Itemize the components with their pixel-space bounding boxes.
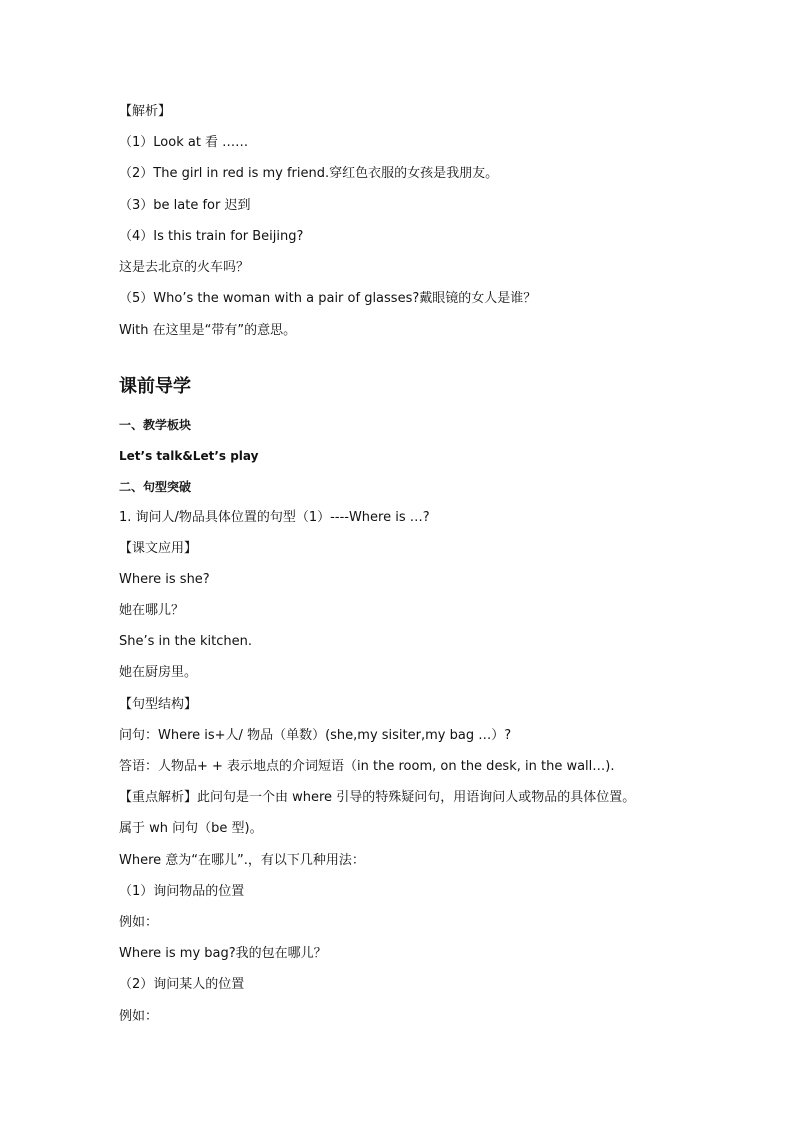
analysis-item-2: （2）The girl in red is my friend.穿红色衣服的女孩是我朋友。: [119, 166, 499, 181]
part2-label: 二、句型突破: [119, 480, 192, 494]
analysis-item-5: 这是去北京的火车吗？: [119, 260, 250, 275]
usage-2: （2）询问某人的位置: [119, 977, 245, 992]
text-app-line-2: 她在哪儿？: [119, 603, 185, 618]
analysis-item-7: With 在这里是“带有”的意思。: [119, 323, 297, 338]
key-analysis-2: 属于 wh 问句（be 型)。: [119, 821, 263, 836]
text-app-line-3: She’s in the kitchen.: [119, 634, 252, 649]
analysis-item-4: （4）Is this train for Beijing?: [119, 229, 304, 244]
example-label-1: 例如：: [119, 915, 159, 930]
where-meaning: Where 意为“在哪儿”.，有以下几种用法：: [119, 853, 365, 868]
analysis-label: 【解析】: [119, 104, 172, 119]
analysis-item-1: （1）Look at 看 ……: [119, 135, 249, 150]
example-1: Where is my bag?我的包在哪儿？: [119, 946, 327, 961]
part1-label: 一、教学板块: [119, 418, 192, 432]
structure-label: 【句型结构】: [119, 697, 198, 712]
example-label-2: 例如：: [119, 1009, 159, 1024]
part1-content: Let’s talk&Let’s play: [119, 449, 259, 463]
text-app-line-4: 她在厨房里。: [119, 665, 198, 680]
pattern-title: 1. 询问人/物品具体位置的句型（1）----Where is …?: [119, 510, 430, 525]
text-app-line-1: Where is she?: [119, 572, 210, 587]
text-app-label: 【课文应用】: [119, 541, 198, 556]
section-title: 课前导学: [119, 376, 191, 397]
usage-1: （1）询问物品的位置: [119, 884, 245, 899]
key-analysis: 【重点解析】此问句是一个由 where 引导的特殊疑问句，用语询问人或物品的具体位置。: [119, 790, 636, 805]
analysis-item-3: （3）be late for 迟到: [119, 198, 251, 213]
structure-answer: 答语：人物品+ + 表示地点的介词短语（in the room, on the desk, in the wall…).: [119, 759, 615, 774]
analysis-item-6: （5）Who’s the woman with a pair of glasses?戴眼镜的女人是谁？: [119, 291, 537, 306]
structure-question: 问句：Where is+人/ 物品（单数）(she,my sisiter,my bag …）?: [119, 728, 512, 743]
